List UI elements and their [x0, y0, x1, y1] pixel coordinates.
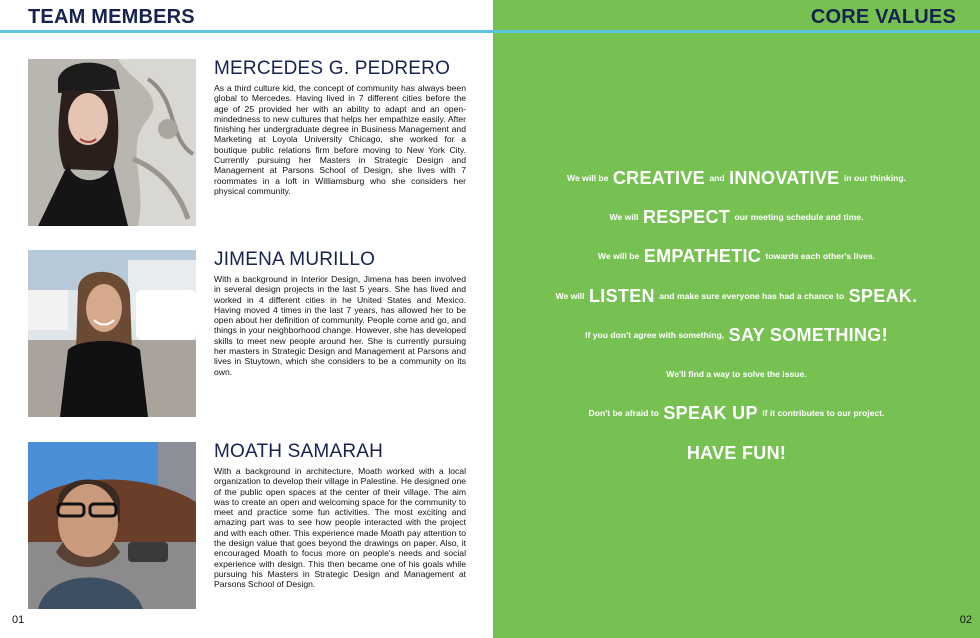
member-name: MERCEDES G. PEDRERO [214, 58, 451, 79]
portrait-image [28, 250, 196, 417]
value-line [493, 168, 980, 188]
value-text: Don't be afraid to [588, 408, 659, 419]
portrait-image [28, 442, 196, 609]
team-members-title: TEAM MEMBERS [28, 6, 195, 28]
value-text: towards each other's lives. [765, 251, 876, 262]
member-name: MOATH SAMARAH [214, 441, 384, 462]
member-photo-mercedes [28, 59, 196, 226]
member-name: JIMENA MURILLO [214, 249, 376, 270]
value-keyword: INNOVATIVE [729, 168, 840, 188]
value-text: in our thinking. [843, 173, 906, 183]
value-text: and [709, 173, 725, 183]
value-line [493, 403, 980, 423]
value-keyword: RESPECT [642, 207, 731, 228]
value-text: We will be [597, 251, 640, 262]
value-keyword: EMPATHETIC [643, 246, 762, 267]
value-line [493, 443, 980, 463]
portrait-image [28, 59, 196, 226]
value-text: We will [609, 212, 639, 223]
value-text: We will be [567, 173, 609, 183]
value-line [493, 207, 980, 227]
core-values-list [493, 168, 980, 463]
member-bio: As a third culture kid, the concept of community has always been global to Mercedes. Having lived in 7 different cities before the age of 25 provided her with an ability to adapt and an open-mindedness to new cultures that helps her empathize easily. After finishing her undergraduate degree in Business Management and Marketing at Loyola University Chicago, she worked for a boutique public relations firm before moving to New York City. Currently pursuing her Masters in Strategic Design and Management at Parsons School of Design, she lives with 7 roommates in a loft in Williamsburg who she considers her physical community. [214, 83, 466, 196]
member-bio: With a background in architecture, Moath worked with a local organization to develop their village in Palestine. He designed one of the public open spaces at the center of their village. The aim was to create an open and welcoming space for the community to meet and practice some fun activities. The most exciting and amazing part was to see how people interacted with the project and with each other. This experience made Moath pay attention to the design value that goes beyond the drawings on paper. Also, it encouraged Moath to focus more on people's needs and social experience with design. This then became one of his goals while pursuing his Masters in Strategic Design and Management at Parsons School of Design. [214, 466, 466, 590]
value-text: if it contributes to our project. [762, 408, 885, 419]
value-keyword: SPEAK UP [663, 403, 758, 424]
value-keyword: HAVE FUN! [686, 442, 787, 463]
page-number-left: 01 [12, 614, 25, 626]
value-keyword: SPEAK. [848, 285, 918, 306]
value-text: If you don't agree with something, [585, 329, 725, 340]
member-photo-jimena [28, 250, 196, 417]
value-text: We will [555, 290, 585, 301]
value-keyword: CREATIVE [612, 168, 705, 188]
value-keyword: LISTEN [589, 285, 655, 306]
value-keyword: SAY SOMETHING! [728, 324, 888, 345]
core-values-title: CORE VALUES [810, 6, 956, 28]
value-text: our meeting schedule and time. [734, 212, 864, 223]
member-photo-moath [28, 442, 196, 609]
value-text: and make sure everyone has had a chance to [659, 290, 845, 301]
page-number-right: 02 [959, 614, 972, 626]
value-line [493, 325, 980, 345]
value-line [493, 286, 980, 306]
value-text: We'll find a way to solve the issue. [666, 369, 807, 380]
member-bio: With a background in Interior Design, Jimena has been involved in several design projects in the last 5 years. She has lived and worked in 4 different cities in he United States and Mexico. Having moved 4 times in the last 7 years, has allowed her to be open about her definition of community. People come and go, and things in your neighborhood change. However, she has developed skills to meet new people around her. She is currently pursuing her masters in Strategic Design and Management at Parsons and lives in Stuytown, which she considers to be a community on its own. [214, 274, 466, 377]
value-line [493, 364, 980, 384]
value-line [493, 246, 980, 266]
core-values-panel [493, 0, 980, 638]
